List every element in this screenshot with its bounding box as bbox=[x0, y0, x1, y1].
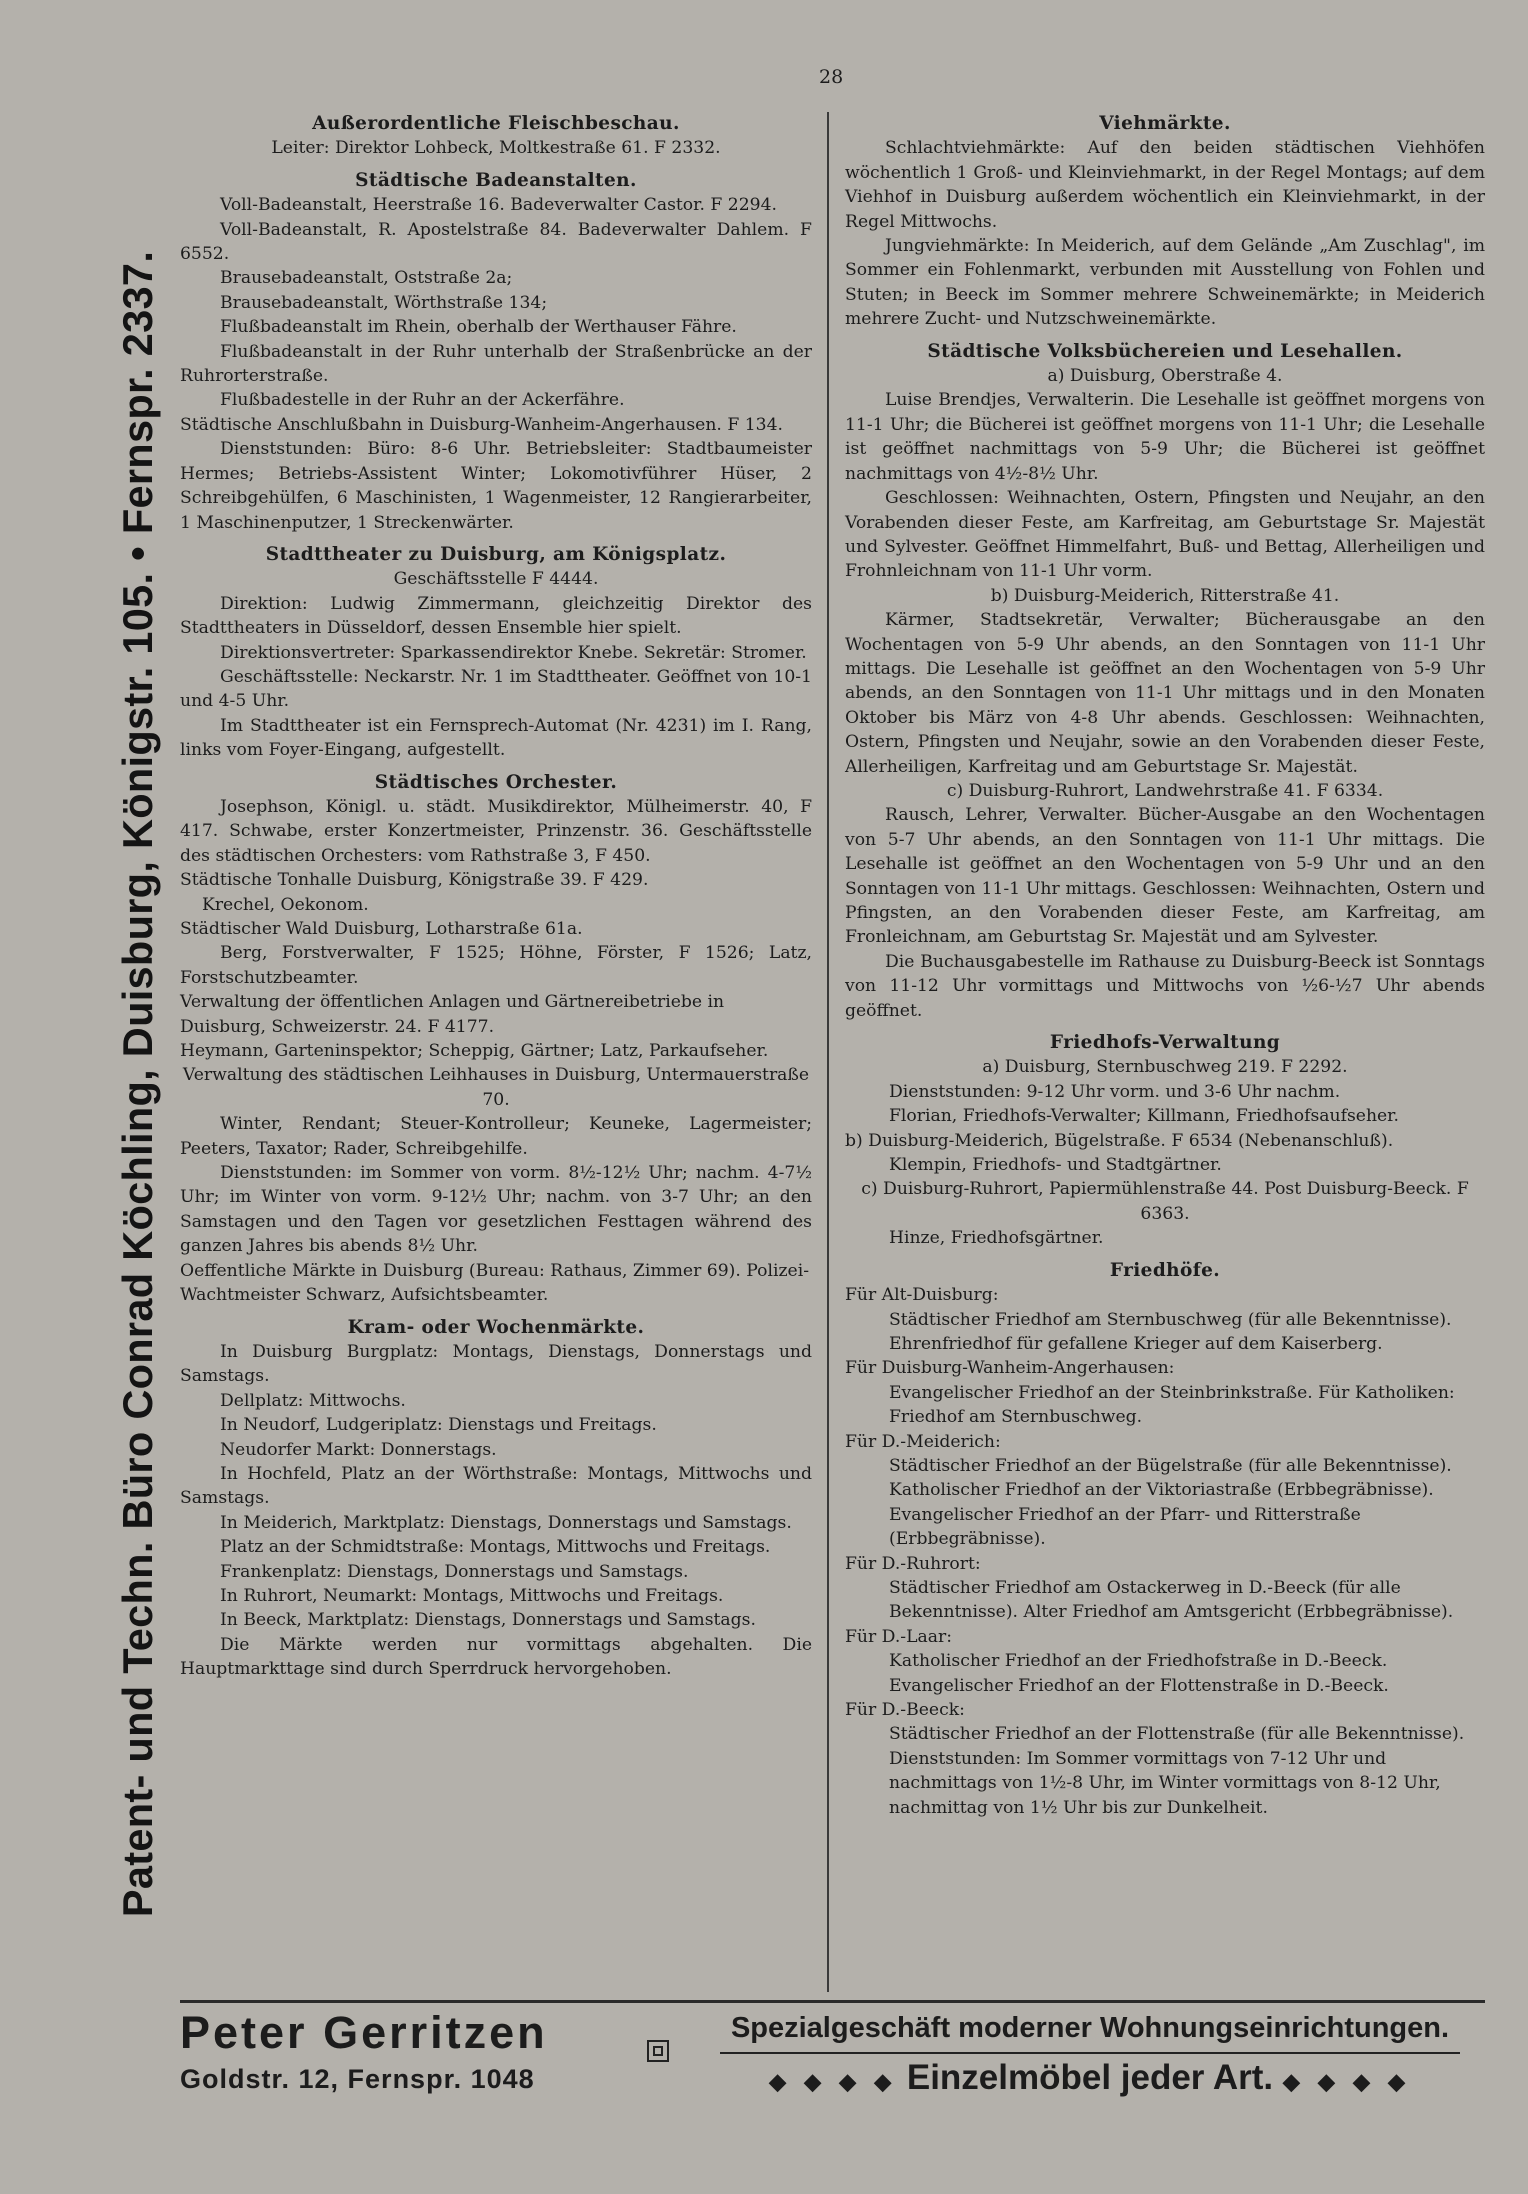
section-heading: Außerordentliche Fleischbeschau. bbox=[312, 113, 680, 134]
text-paragraph: Dienststunden: im Sommer von vorm. 8½-12½ Uhr; nachm. 4-7½ Uhr; im Winter von vorm. 9-12½ Uhr; nachm. von 3-7 Uhr; an den Samstagen und den Tagen vor gesetzlichen Festtagen während des ganzen Jahres bis abends 8½ Uhr. bbox=[180, 1163, 812, 1257]
text-paragraph: Voll-Badeanstalt, Heerstraße 16. Badeverwalter Castor. F 2294. bbox=[220, 195, 777, 216]
text-paragraph: Rausch, Lehrer, Verwalter. Bücher-Ausgabe an den Wochentagen von 5-7 Uhr abends, an den Sonntagen von 11-1 Uhr mittags. Die Lesehalle ist geöffnet an den Wochentagen von 5-9 Uhr und an den Sonntagen von 11-1 Uhr mittags. Geschlossen: Weihnachten, Ostern und Pfingsten, an den Vorabenden dieser Feste, am Karfreitag, am Fronleichnam, am Geburtstag Sr. Majestät und am Sylvester. bbox=[845, 805, 1485, 948]
ad-address: Goldstr. 12, Fernspr. 1048 bbox=[180, 2064, 535, 2094]
text-paragraph: Städtischer Friedhof am Sternbuschweg (für alle Bekenntnisse). Ehrenfriedhof für gefallene Krieger auf dem Kaiserberg. bbox=[889, 1309, 1452, 1354]
text-paragraph: Städtischer Friedhof an der Flottenstraße (für alle Bekenntnisse). Dienststunden: Im Sommer vormittags von 7-12 Uhr und nachmittags von 1½-8 Uhr, im Winter vormittags von 8-12 Uhr, nachmittag von 1½ Uhr bis zur Dunkelheit. bbox=[889, 1724, 1465, 1818]
text-paragraph: c) Duisburg-Ruhrort, Landwehrstraße 41. F 6334. bbox=[946, 780, 1384, 801]
text-paragraph: Brausebadeanstalt, Oststraße 2a; bbox=[220, 268, 513, 289]
text-paragraph: Städtische Anschlußbahn in Duisburg-Wanheim-Angerhausen. F 134. bbox=[180, 414, 783, 435]
ad-right-block bbox=[695, 2008, 1485, 2104]
ad-company-name: Peter Gerritzen bbox=[180, 2007, 548, 2058]
text-paragraph: Hinze, Friedhofsgärtner. bbox=[889, 1228, 1104, 1249]
section-heading: Städtische Volksbüchereien und Lesehallen. bbox=[927, 340, 1403, 362]
text-paragraph: Berg, Forstverwalter, F 1525; Höhne, Förster, F 1526; Latz, Forstschutzbeamter. bbox=[180, 943, 812, 988]
text-paragraph: Verwaltung der öffentlichen Anlagen und Gärtnereibetriebe in Duisburg, Schweizerstr. 24. F 4177. bbox=[180, 992, 725, 1037]
text-paragraph: Für D.-Beeck: bbox=[845, 1700, 965, 1720]
text-paragraph: Heymann, Garteninspektor; Scheppig, Gärtner; Latz, Parkaufseher. bbox=[180, 1041, 769, 1062]
text-paragraph: b) Duisburg-Meiderich, Ritterstraße 41. bbox=[990, 585, 1340, 606]
section-heading: Friedhöfe. bbox=[1109, 1259, 1221, 1281]
text-paragraph: Brausebadeanstalt, Wörthstraße 134; bbox=[220, 292, 548, 313]
text-paragraph: Für D.-Laar: bbox=[845, 1626, 953, 1647]
text-paragraph: a) Duisburg, Sternbuschweg 219. F 2292. bbox=[982, 1057, 1348, 1078]
text-paragraph: Die Märkte werden nur vormittags abgehalten. Die Hauptmarkttage sind durch Sperrdruck hervorgehoben. bbox=[180, 1634, 812, 1680]
text-paragraph: Flußbadeanstalt im Rhein, oberhalb der Werthauser Fähre. bbox=[220, 317, 737, 338]
text-paragraph: Voll-Badeanstalt, R. Apostelstraße 84. Badeverwalter Dahlem. F 6552. bbox=[180, 219, 812, 265]
text-paragraph: a) Duisburg, Oberstraße 4. bbox=[1047, 366, 1283, 387]
section-heading: Städtische Badeanstalten. bbox=[355, 169, 637, 191]
text-paragraph: c) Duisburg-Ruhrort, Papiermühlenstraße 44. Post Duisburg-Beeck. F 6363. bbox=[861, 1179, 1469, 1224]
text-paragraph: Platz an der Schmidtstraße: Montags, Mittwochs und Freitags. bbox=[220, 1537, 771, 1558]
text-paragraph: Für D.-Meiderich: bbox=[845, 1431, 1001, 1452]
text-paragraph: Flußbadestelle in der Ruhr an der Ackerfähre. bbox=[220, 390, 625, 411]
text-paragraph: Krechel, Oekonom. bbox=[202, 894, 369, 915]
text-paragraph: Dellplatz: Mittwochs. bbox=[220, 1390, 406, 1411]
ad-logo-icon bbox=[647, 2040, 669, 2062]
text-paragraph: Katholischer Friedhof an der Friedhofstraße in D.-Beeck. Evangelischer Friedhof an der Flottenstraße in D.-Beeck. bbox=[889, 1651, 1389, 1696]
text-paragraph: Dienststunden: 9-12 Uhr vorm. und 3-6 Uhr nachm. bbox=[889, 1081, 1341, 1102]
right-column bbox=[845, 104, 1485, 1820]
text-paragraph: In Beeck, Marktplatz: Dienstags, Donnerstags und Samstags. bbox=[220, 1610, 756, 1631]
section-heading: Friedhofs-Verwaltung bbox=[1049, 1032, 1281, 1054]
text-paragraph: Josephson, Königl. u. städt. Musikdirektor, Mülheimerstr. 40, F 417. Schwabe, erster Konzertmeister, Prinzenstr. 36. Geschäftsstelle des städtischen Orchesters: vom Rathstraße 3, F 450. bbox=[180, 796, 812, 866]
text-paragraph: Winter, Rendant; Steuer-Kontrolleur; Keuneke, Lagermeister; Peeters, Taxator; Rader, Schreibgehilfe. bbox=[180, 1114, 812, 1159]
text-paragraph: Die Buchausgabestelle im Rathause zu Duisburg-Beeck ist Sonntags von 11-12 Uhr vormittags und Mittwochs von ½6-½7 Uhr abends geöffnet. bbox=[845, 951, 1485, 1021]
text-paragraph: Direktionsvertreter: Sparkassendirektor Knebe. Sekretär: Stromer. bbox=[220, 642, 807, 663]
text-paragraph: Städtischer Friedhof an der Bügelstraße (für alle Bekenntnisse). Katholischer Friedhof an der Viktoriastraße (Erbbegräbnisse). Evangelischer Friedhof an der Pfarr- und Ritterstraße (Erbbegräbnisse). bbox=[889, 1455, 1452, 1550]
text-paragraph: Für Alt-Duisburg: bbox=[845, 1285, 999, 1306]
text-paragraph: b) Duisburg-Meiderich, Bügelstraße. F 6534 (Nebenanschluß). bbox=[845, 1130, 1394, 1151]
text-paragraph: Kärmer, Stadtsekretär, Verwalter; Bücherausgabe an den Wochentagen von 5-9 Uhr abends, an den Sonntagen von 11-1 Uhr mittags. Die Lesehalle ist geöffnet an den Wochentagen von 5-9 Uhr abends, an den Sonntagen von 11-1 Uhr mittags und in den Monaten Oktober bis März von 4-8 Uhr abends. Geschlossen: Weihnachten, Ostern, Pfingsten und Neujahr, sowie an den Vorabenden dieser Feste, Allerheiligen, Karfreitag und am Geburtstage Sr. Majestät. bbox=[845, 610, 1485, 777]
text-paragraph: In Ruhrort, Neumarkt: Montags, Mittwochs und Freitags. bbox=[220, 1585, 724, 1606]
ad-left-block bbox=[180, 2006, 650, 2095]
text-paragraph: Dienststunden: Büro: 8-6 Uhr. Betriebsleiter: Stadtbaumeister Hermes; Betriebs-Assistent Winter; Lokomotivführer Hüser, 2 Schreibgehülfen, 6 Maschinisten, 1 Wagenmeister, 12 Rangierarbeiter, 1 Maschinenputzer, 1 Streckenwärter. bbox=[180, 439, 812, 533]
text-paragraph: In Duisburg Burgplatz: Montags, Dienstags, Donnerstags und Samstags. bbox=[180, 1341, 812, 1387]
text-paragraph: Klempin, Friedhofs- und Stadtgärtner. bbox=[889, 1155, 1222, 1176]
text-paragraph: Für D.-Ruhrort: bbox=[845, 1553, 981, 1574]
text-paragraph: Frankenplatz: Dienstags, Donnerstags und Samstags. bbox=[220, 1561, 689, 1582]
text-paragraph: Neudorfer Markt: Donnerstags. bbox=[220, 1439, 497, 1460]
text-paragraph: Für Duisburg-Wanheim-Angerhausen: bbox=[845, 1358, 1175, 1379]
text-paragraph: Geschlossen: Weihnachten, Ostern, Pfingsten und Neujahr, an den Vorabenden dieser Feste, am Karfreitag, am Geburtstage Sr. Majestät und Sylvester. Geöffnet Himmelfahrt, Buß- und Bettag, Allerheiligen und Frohnleichnam von 11-1 Uhr vorm. bbox=[845, 488, 1485, 582]
text-paragraph: Leiter: Direktor Lohbeck, Moltkestraße 61. F 2332. bbox=[271, 138, 721, 159]
diamond-icon-left: ◆ ◆ ◆ ◆ bbox=[769, 2069, 898, 2094]
sidebar-advertisement bbox=[108, 96, 168, 2071]
ad-divider bbox=[180, 2000, 1485, 2003]
text-paragraph: In Neudorf, Ludgeriplatz: Dienstags und Freitags. bbox=[220, 1415, 657, 1436]
section-heading: Stadttheater zu Duisburg, am Königsplatz. bbox=[265, 543, 727, 565]
text-paragraph: Im Stadttheater ist ein Fernsprech-Automat (Nr. 4231) im I. Rang, links vom Foyer-Eingang, aufgestellt. bbox=[180, 715, 812, 761]
text-paragraph: Evangelischer Friedhof an der Steinbrinkstraße. Für Katholiken: Friedhof am Sternbuschweg. bbox=[889, 1382, 1455, 1428]
diamond-icon-right: ◆ ◆ ◆ ◆ bbox=[1282, 2069, 1411, 2094]
text-paragraph: Oeffentliche Märkte in Duisburg (Bureau: Rathaus, Zimmer 69). Polizei-Wachtmeister Schwarz, Aufsichtsbeamter. bbox=[180, 1260, 810, 1306]
text-paragraph: Städtischer Wald Duisburg, Lotharstraße 61a. bbox=[180, 919, 583, 939]
text-paragraph: Geschäftsstelle: Neckarstr. Nr. 1 im Stadttheater. Geöffnet von 10-1 und 4-5 Uhr. bbox=[180, 666, 812, 712]
sidebar-text: Patent- und Techn. Büro Conrad Köchling, Duisburg, Königstr. 105. • Fernspr. 2337. bbox=[114, 250, 161, 1917]
text-paragraph: In Meiderich, Marktplatz: Dienstags, Donnerstags und Samstags. bbox=[220, 1512, 792, 1533]
column-divider bbox=[827, 112, 829, 1992]
text-paragraph: Luise Brendjes, Verwalterin. Die Lesehalle ist geöffnet morgens von 11-1 Uhr; die Bücherei ist geöffnet morgens von 11-1 Uhr; die Lesehalle ist geöffnet nachmittags von 5-9 Uhr; die Bücherei ist geöffnet nachmittags von 4½-8½ Uhr. bbox=[845, 390, 1485, 484]
left-column bbox=[180, 104, 812, 1682]
text-paragraph: Schlachtviehmärkte: Auf den beiden städtischen Viehhöfen wöchentlich 1 Groß- und Kleinviehmarkt, in der Regel Montags; auf dem Viehhof in Duisburg außerdem wöchentlich ein Kleinviehmarkt, in der Regel Mittwochs. bbox=[845, 138, 1485, 232]
text-paragraph: Geschäftsstelle F 4444. bbox=[393, 569, 599, 590]
text-paragraph: Flußbadeanstalt in der Ruhr unterhalb der Straßenbrücke an der Ruhrorterstraße. bbox=[180, 341, 812, 387]
section-heading: Kram- oder Wochenmärkte. bbox=[347, 1316, 645, 1338]
text-paragraph: Städtische Tonhalle Duisburg, Königstraße 39. F 429. bbox=[180, 870, 649, 891]
ad-underline bbox=[720, 2052, 1460, 2054]
text-paragraph: Städtischer Friedhof am Ostackerweg in D.-Beeck (für alle Bekenntnisse). Alter Friedhof am Amtsgericht (Erbbegräbnisse). bbox=[889, 1577, 1454, 1623]
text-paragraph: Verwaltung des städtischen Leihhauses in Duisburg, Untermauerstraße 70. bbox=[182, 1065, 810, 1110]
text-paragraph: Direktion: Ludwig Zimmermann, gleichzeitig Direktor des Stadttheaters in Düsseldorf, dessen Ensemble hier spielt. bbox=[180, 593, 812, 639]
text-paragraph: Jungviehmärkte: In Meiderich, auf dem Gelände „Am Zuschlag", im Sommer ein Fohlenmarkt, verbunden mit Ausstellung von Fohlen und Stuten; in Beeck im Sommer mehrere Schweinemärkte; in Meiderich mehrere Zucht- und Nutzschweinemärkte. bbox=[845, 236, 1485, 330]
text-paragraph: In Hochfeld, Platz an der Wörthstraße: Montags, Mittwochs und Samstags. bbox=[180, 1463, 812, 1509]
section-heading: Städtisches Orchester. bbox=[374, 771, 618, 793]
ad-tagline-row bbox=[695, 2056, 1485, 2104]
ad-tagline: Einzelmöbel jeder Art. bbox=[906, 2058, 1274, 2097]
page-number: 28 bbox=[819, 66, 844, 88]
ad-specialty: Spezialgeschäft moderner Wohnungseinrichtungen. bbox=[730, 2012, 1450, 2044]
section-heading: Viehmärkte. bbox=[1099, 113, 1231, 134]
text-paragraph: Florian, Friedhofs-Verwalter; Killmann, Friedhofsaufseher. bbox=[889, 1106, 1399, 1127]
